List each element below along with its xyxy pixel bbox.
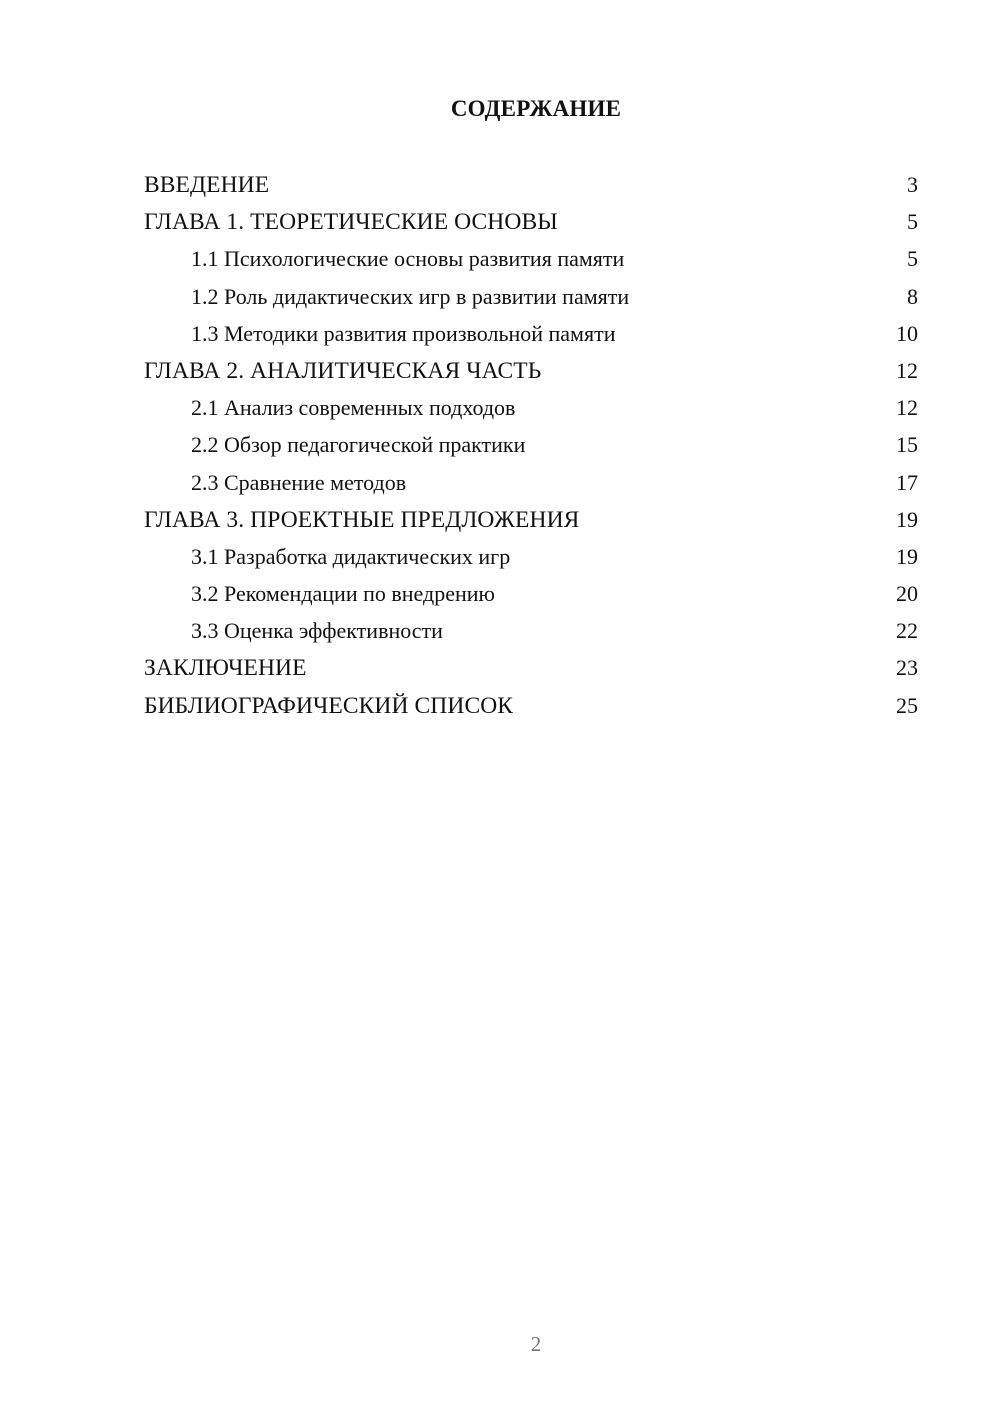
toc-entry-page: 17 xyxy=(896,469,918,495)
toc-entry[interactable] xyxy=(144,352,918,389)
toc-entry-label: БИБЛИОГРАФИЧЕСКИЙ СПИСОК xyxy=(144,692,514,719)
toc-entry-label: ГЛАВА 1. ТЕОРЕТИЧЕСКИЕ ОСНОВЫ xyxy=(144,209,558,236)
toc-entry[interactable] xyxy=(144,166,918,203)
toc-entry-label: 2.3 Сравнение методов xyxy=(191,469,407,495)
toc-entry[interactable] xyxy=(144,501,918,538)
toc-entry-label: 2.1 Анализ современных подходов xyxy=(191,395,516,421)
toc-entry-label: 3.1 Разработка дидактических игр xyxy=(191,543,511,569)
toc-entry-label: 1.3 Методики развития произвольной памяти xyxy=(191,320,616,346)
toc-entry-page: 23 xyxy=(896,655,918,681)
toc-entry-label: ЗАКЛЮЧЕНИЕ xyxy=(144,655,307,682)
page-number: 2 xyxy=(530,1332,542,1356)
toc-entry[interactable] xyxy=(144,278,918,315)
toc-entry-page: 5 xyxy=(907,246,918,272)
page-title: СОДЕРЖАНИЕ xyxy=(450,96,622,121)
toc-entry-page: 15 xyxy=(896,432,918,458)
toc-entry-page: 3 xyxy=(907,172,918,197)
toc-entry[interactable] xyxy=(144,687,918,724)
toc-entry[interactable] xyxy=(144,315,918,352)
toc-entry-page: 12 xyxy=(896,395,918,421)
toc-entry-label: ВВЕДЕНИЕ xyxy=(144,172,270,198)
toc-entry-page: 12 xyxy=(896,357,918,383)
toc-entry-page: 10 xyxy=(896,320,918,346)
toc-entry-page: 19 xyxy=(896,543,918,569)
toc-entry[interactable] xyxy=(144,203,918,240)
toc-entry-page: 19 xyxy=(896,506,918,532)
toc-entry-page: 5 xyxy=(907,209,918,235)
toc-entry[interactable] xyxy=(144,649,918,686)
toc-entry-label: 2.2 Обзор педагогической практики xyxy=(191,432,526,458)
toc-entry-label: 1.1 Психологические основы развития памяти xyxy=(191,246,625,272)
toc-entry-page: 25 xyxy=(896,692,918,718)
toc-entry-label: 1.2 Роль дидактических игр в развитии памяти xyxy=(191,283,630,309)
toc-entry[interactable] xyxy=(144,240,918,277)
toc-entry-label: 3.3 Оценка эффективности xyxy=(191,618,443,644)
toc-entry[interactable] xyxy=(144,538,918,575)
toc-entry[interactable] xyxy=(144,426,918,463)
table-of-contents xyxy=(144,166,918,724)
toc-entry-page: 8 xyxy=(907,283,918,309)
toc-entry[interactable] xyxy=(144,575,918,612)
toc-entry-label: 3.2 Рекомендации по внедрению xyxy=(191,581,495,607)
toc-entry[interactable] xyxy=(144,464,918,501)
toc-entry[interactable] xyxy=(144,389,918,426)
toc-entry-label: ГЛАВА 3. ПРОЕКТНЫЕ ПРЕДЛОЖЕНИЯ xyxy=(144,506,580,533)
toc-entry-page: 20 xyxy=(896,581,918,607)
toc-entry[interactable] xyxy=(144,612,918,649)
toc-entry-page: 22 xyxy=(896,618,918,644)
toc-entry-label: ГЛАВА 2. АНАЛИТИЧЕСКАЯ ЧАСТЬ xyxy=(144,357,542,384)
